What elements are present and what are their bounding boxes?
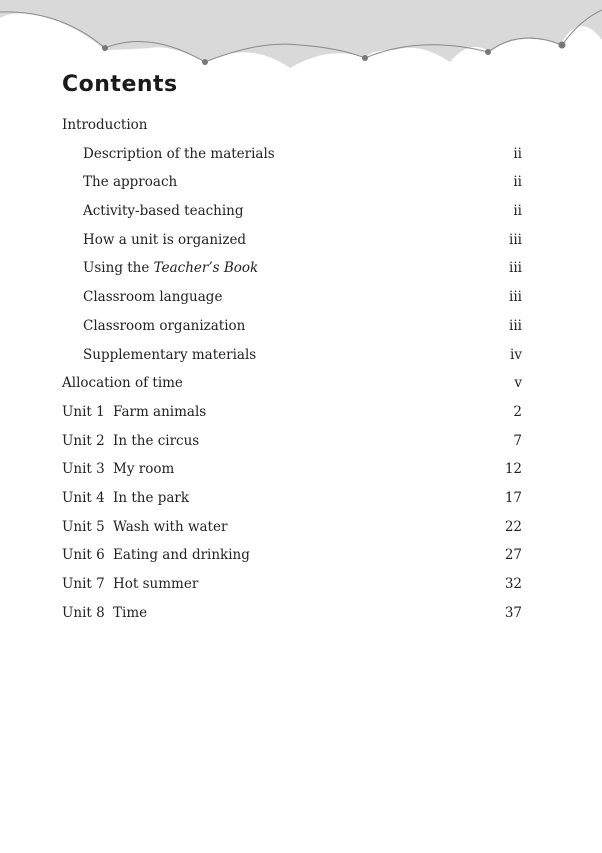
toc-page-number: iii xyxy=(509,289,522,306)
toc-page-number: 7 xyxy=(513,432,522,449)
unit-number: Unit 8 xyxy=(62,604,105,621)
toc-page-number: iii xyxy=(509,231,522,248)
bead-icon xyxy=(202,59,208,65)
unit-title: Farm animals xyxy=(113,403,207,420)
toc-page-number: 27 xyxy=(504,547,522,564)
toc-entry-unit[interactable] xyxy=(62,484,522,513)
toc-label xyxy=(62,427,199,456)
unit-title: Time xyxy=(113,604,148,621)
toc-page-number: 17 xyxy=(504,489,522,506)
toc-label: Description of the materials xyxy=(83,145,275,162)
unit-title: Hot summer xyxy=(113,576,199,592)
toc-label: Classroom organization xyxy=(83,317,246,334)
toc-entry[interactable] xyxy=(62,341,522,370)
toc-entry-unit[interactable] xyxy=(62,398,522,427)
toc-page-number: ii xyxy=(513,203,522,220)
unit-title: In the park xyxy=(113,489,190,506)
bead-icon xyxy=(362,55,368,61)
toc-entry[interactable] xyxy=(62,254,522,283)
page-title: Contents xyxy=(62,72,178,97)
toc-entry[interactable] xyxy=(62,283,522,312)
toc-page-number: iv xyxy=(510,346,522,363)
toc-page-number: ii xyxy=(513,174,522,191)
toc-page-number: 12 xyxy=(504,461,522,478)
toc-label: Introduction xyxy=(62,117,148,133)
bead-icon xyxy=(485,49,491,55)
toc-page-number: ii xyxy=(513,145,522,162)
unit-title: Wash with water xyxy=(113,518,228,535)
toc-label xyxy=(62,513,227,542)
toc-page-number: iii xyxy=(509,317,522,334)
unit-number: Unit 1 xyxy=(62,403,105,420)
toc-label xyxy=(62,484,189,513)
toc-label: How a unit is organized xyxy=(83,231,247,248)
toc-page-number: 37 xyxy=(504,604,522,621)
toc-entry[interactable] xyxy=(62,140,522,169)
unit-number: Unit 2 xyxy=(62,432,105,449)
toc-label: Activity-based teaching xyxy=(83,203,244,220)
toc-label-prefix: Using the xyxy=(83,260,154,277)
toc-label: The approach xyxy=(83,174,178,191)
unit-number: Unit 4 xyxy=(62,489,105,506)
toc-entry-unit[interactable] xyxy=(62,455,522,484)
toc-entry-unit[interactable] xyxy=(62,427,522,456)
unit-title: My room xyxy=(113,461,175,478)
toc-label xyxy=(62,254,258,283)
toc-label: Supplementary materials xyxy=(83,346,257,363)
toc-page-number: iii xyxy=(509,260,522,277)
unit-number: Unit 7 xyxy=(62,576,105,592)
unit-number: Unit 6 xyxy=(62,547,105,564)
toc-entry-unit[interactable] xyxy=(62,513,522,542)
bead-icon xyxy=(559,42,566,49)
cloud-shape xyxy=(0,0,602,68)
toc-label xyxy=(62,455,174,484)
toc-label xyxy=(62,541,250,570)
toc-label: Allocation of time xyxy=(62,375,183,392)
toc-entry-allocation[interactable] xyxy=(62,369,522,398)
unit-title: In the circus xyxy=(113,432,200,449)
toc-entry-unit[interactable] xyxy=(62,599,522,628)
toc-entry[interactable] xyxy=(62,168,522,197)
toc-page-number: 32 xyxy=(504,576,522,592)
toc-label: Classroom language xyxy=(83,289,223,306)
toc-page-number: 2 xyxy=(513,403,522,420)
toc-label xyxy=(62,570,198,599)
toc-section-introduction[interactable] xyxy=(62,111,522,140)
table-of-contents xyxy=(62,111,522,627)
toc-label xyxy=(62,398,206,427)
unit-title: Eating and drinking xyxy=(113,547,250,564)
toc-page-number: v xyxy=(514,375,522,392)
toc-label xyxy=(62,599,147,628)
unit-number: Unit 3 xyxy=(62,461,105,478)
toc-entry[interactable] xyxy=(62,197,522,226)
toc-entry[interactable] xyxy=(62,312,522,341)
unit-number: Unit 5 xyxy=(62,518,105,535)
toc-entry[interactable] xyxy=(62,226,522,255)
toc-page-number: 22 xyxy=(504,518,522,535)
toc-entry-unit[interactable] xyxy=(62,570,522,599)
toc-label-italic: Teacher’s Book xyxy=(153,260,259,277)
toc-entry-unit[interactable] xyxy=(62,541,522,570)
decorative-cloud-banner xyxy=(0,0,602,70)
bead-icon xyxy=(102,45,108,51)
